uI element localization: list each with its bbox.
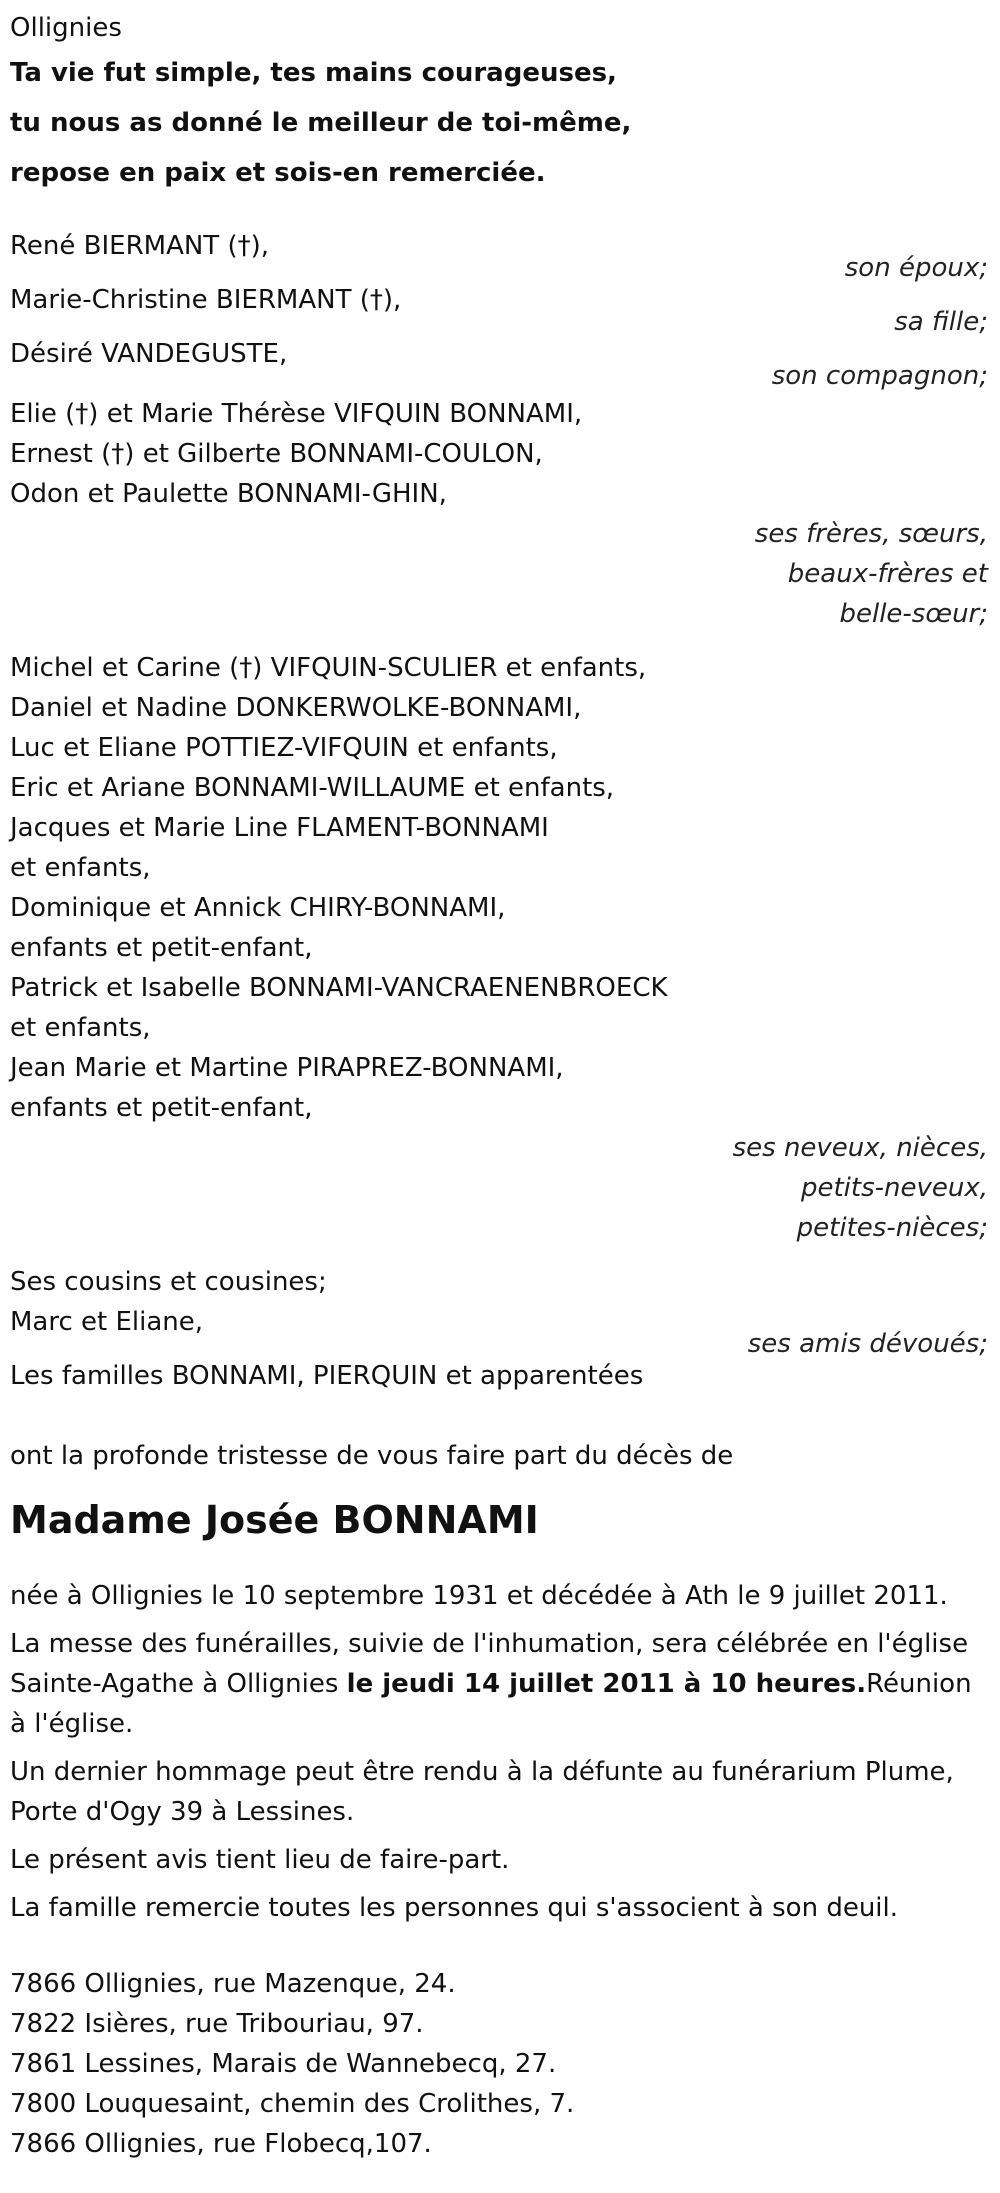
family-name: enfants et petit-enfant, bbox=[10, 933, 313, 963]
family-name: Daniel et Nadine DONKERWOLKE-BONNAMI, bbox=[10, 693, 582, 723]
daughter-entry bbox=[10, 280, 990, 342]
verse-line: repose en paix et sois-en remerciée. bbox=[10, 158, 546, 188]
address-line: 7822 Isières, rue Tribouriau, 97. bbox=[10, 2009, 424, 2039]
address-line: 7866 Ollignies, rue Mazenque, 24. bbox=[10, 1969, 456, 1999]
family-name: Patrick et Isabelle BONNAMI-VANCRAENENBROECK bbox=[10, 973, 668, 1003]
family-name: Elie (†) et Marie Thérèse VIFQUIN BONNAMI, bbox=[10, 399, 583, 429]
nephews-entry bbox=[10, 648, 990, 1248]
family-name: enfants et petit-enfant, bbox=[10, 1093, 313, 1123]
family-name: Eric et Ariane BONNAMI-WILLAUME et enfants, bbox=[10, 773, 615, 803]
family-name: et enfants, bbox=[10, 1013, 151, 1043]
place-heading: Ollignies bbox=[10, 13, 122, 43]
family-name: Dominique et Annick CHIRY-BONNAMI, bbox=[10, 893, 506, 923]
family-name: Luc et Eliane POTTIEZ-VIFQUIN et enfants, bbox=[10, 733, 558, 763]
family-role: son époux; bbox=[844, 253, 988, 283]
family-role: ses neveux, nièces, bbox=[732, 1133, 988, 1163]
family-name: Marc et Eliane, bbox=[10, 1307, 204, 1337]
family-role: belle-sœur; bbox=[839, 599, 988, 629]
family-name: Marie-Christine BIERMANT (†), bbox=[10, 285, 402, 315]
companion-entry bbox=[10, 334, 990, 396]
verse-line: Ta vie fut simple, tes mains courageuses, bbox=[10, 58, 617, 88]
family-name: Jean Marie et Martine PIRAPREZ-BONNAMI, bbox=[10, 1053, 564, 1083]
family-role: sa fille; bbox=[894, 307, 988, 337]
friends-entry bbox=[10, 1302, 990, 1364]
family-name: Désiré VANDEGUSTE, bbox=[10, 339, 288, 369]
family-role: ses amis dévoués; bbox=[747, 1329, 988, 1359]
obituary-content bbox=[10, 8, 990, 2164]
family-role: petites-nièces; bbox=[796, 1213, 988, 1243]
mass-meeting: Réunion à l'église. bbox=[10, 1669, 972, 1739]
birth-death-line: née à Ollignies le 10 septembre 1931 et décédée à Ath le 9 juillet 2011. bbox=[10, 1581, 948, 1611]
mass-date: le jeudi 14 juillet 2011 à 10 heures. bbox=[346, 1669, 867, 1699]
homage-paragraph: Un dernier hommage peut être rendu à la défunte au funérarium Plume, Porte d'Ogy 39 à Lessines. bbox=[10, 1757, 954, 1827]
verse-line: tu nous as donné le meilleur de toi-même, bbox=[10, 108, 632, 138]
notice-line: Le présent avis tient lieu de faire-part. bbox=[10, 1845, 510, 1875]
thanks-line: La famille remercie toutes les personnes qui s'associent à son deuil. bbox=[10, 1893, 899, 1923]
address-line: 7800 Louquesaint, chemin des Crolithes, 7. bbox=[10, 2089, 575, 2119]
family-name: et enfants, bbox=[10, 853, 151, 883]
deceased-name: Madame Josée BONNAMI bbox=[10, 1498, 539, 1542]
husband-entry bbox=[10, 226, 990, 288]
address-line: 7866 Ollignies, rue Flobecq,107. bbox=[10, 2129, 432, 2159]
address-list bbox=[10, 1964, 990, 2164]
family-name: Ernest (†) et Gilberte BONNAMI-COULON, bbox=[10, 439, 543, 469]
siblings-entry bbox=[10, 394, 990, 634]
funeral-mass-paragraph bbox=[10, 1624, 990, 1744]
family-name: René BIERMANT (†), bbox=[10, 231, 269, 261]
family-name: Jacques et Marie Line FLAMENT-BONNAMI bbox=[10, 813, 549, 843]
family-role: ses frères, sœurs, bbox=[754, 519, 988, 549]
announcement-intro: ont la profonde tristesse de vous faire part du décès de bbox=[10, 1441, 734, 1471]
verse bbox=[10, 48, 990, 198]
address-line: 7861 Lessines, Marais de Wannebecq, 27. bbox=[10, 2049, 557, 2079]
mass-text: La messe des funérailles, suivie de l'inhumation, sera célébrée en l'église Sainte-Agathe à Ollignies bbox=[10, 1629, 969, 1699]
family-role: son compagnon; bbox=[771, 361, 988, 391]
family-role: beaux-frères et bbox=[787, 559, 988, 589]
families-line: Les familles BONNAMI, PIERQUIN et apparentées bbox=[10, 1361, 644, 1391]
family-name: Michel et Carine (†) VIFQUIN-SCULIER et enfants, bbox=[10, 653, 647, 683]
family-role: petits-neveux, bbox=[800, 1173, 988, 1203]
cousins-line: Ses cousins et cousines; bbox=[10, 1267, 327, 1297]
family-name: Odon et Paulette BONNAMI-GHIN, bbox=[10, 479, 447, 509]
